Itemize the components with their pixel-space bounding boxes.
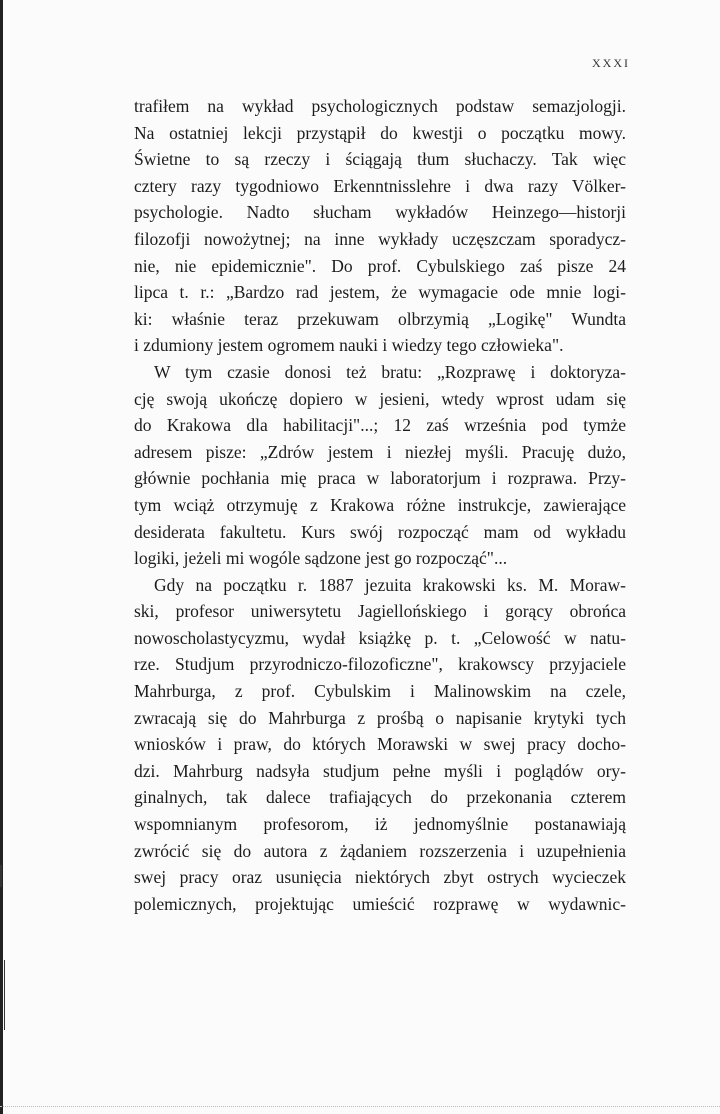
scan-edge-noise xyxy=(0,1106,720,1108)
text-line: polemicznych, projektując umieścić rozprawę w wydawnic- xyxy=(134,893,626,914)
text-line: ski, profesor uniwersytetu Jagiellońskiego i gorący obrońca xyxy=(134,601,626,622)
text-line: trafiłem na wykład psychologicznych podstaw semazjologji. xyxy=(134,96,626,116)
text-line: Gdy na początku r. 1887 jezuita krakowski ks. M. Moraw- xyxy=(154,574,626,595)
text-line: wspomnianym profesorom, iż jednomyślnie postanawiają xyxy=(134,814,626,835)
text-line: Na ostatniej lekcji przystąpił do kwestji o początku mowy. xyxy=(134,122,626,143)
text-line: zwrócić się do autora z żądaniem rozszerzenia i uzupełnienia xyxy=(134,840,626,861)
text-line: rze. Studjum przyrodniczo-filozoficzne", krakowscy przyjaciele xyxy=(134,654,626,675)
text-line: dzi. Mahrburg nadsyła studjum pełne myśli i poglądów ory- xyxy=(134,760,626,781)
text-line: cję swoją ukończę dopiero w jesieni, wtedy wprost udam się xyxy=(134,388,626,409)
edge-mark xyxy=(4,960,5,1030)
page-left-edge xyxy=(0,0,3,1114)
text-line: głównie pochłania mię praca w laboratorjum i rozprawa. Przy- xyxy=(134,468,626,489)
text-line: nowoscholastycyzmu, wydał książkę p. t. „Celowość w natu- xyxy=(134,627,626,648)
text-line: i zdumiony jestem ogromem nauki i wiedzy tego człowieka". xyxy=(134,335,564,356)
text-line: Świetne to są rzeczy i ściągają tłum słuchaczy. Tak więc xyxy=(134,149,626,170)
text-line: W tym czasie donosi też bratu: „Rozprawę i doktoryza- xyxy=(154,361,626,382)
text-line: zwracają się do Mahrburga z prośbą o napisanie krytyki tych xyxy=(134,707,626,728)
text-line: filozofji nowożytnej; na inne wykłady uczęszczam sporadycz- xyxy=(134,228,626,249)
text-line: adresem pisze: „Zdrów jestem i niezłej myśli. Pracuję dużo, xyxy=(134,441,626,462)
text-line: swej pracy oraz usunięcia niektórych zbyt ostrych wycieczek xyxy=(134,867,626,888)
text-line: nie, nie epidemicznie". Do prof. Cybulskiego zaś pisze 24 xyxy=(134,255,626,276)
text-line: desiderata fakultetu. Kurs swój rozpocząć mam od wykładu xyxy=(134,521,626,542)
text-line: ginalnych, tak dalece trafiających do przekonania czterem xyxy=(134,787,626,808)
text-line: ki: właśnie teraz przekuwam olbrzymią „Logikę" Wundta xyxy=(134,308,626,329)
body-text xyxy=(134,93,626,917)
text-line: wniosków i praw, do których Morawski w swej pracy docho- xyxy=(134,734,626,755)
page-number: XXXI xyxy=(592,56,630,70)
text-line: psychologie. Nadto słucham wykładów Heinzego—historji xyxy=(134,202,626,223)
edge-mark xyxy=(0,865,2,887)
text-line: tym wciąż otrzymuję z Krakowa różne instrukcje, zawierające xyxy=(134,494,626,515)
text-line: do Krakowa dla habilitacji"...; 12 zaś września pod tymże xyxy=(134,415,626,436)
text-line: lipca t. r.: „Bardzo rad jestem, że wymagacie ode mnie logi- xyxy=(134,282,626,303)
text-line: Mahrburga, z prof. Cybulskim i Malinowskim na czele, xyxy=(134,681,626,702)
text-line: logiki, jeżeli mi wogóle sądzone jest go rozpocząć"... xyxy=(134,548,508,569)
text-line: cztery razy tygodniowo Erkenntnisslehre i dwa razy Völker- xyxy=(134,175,626,196)
